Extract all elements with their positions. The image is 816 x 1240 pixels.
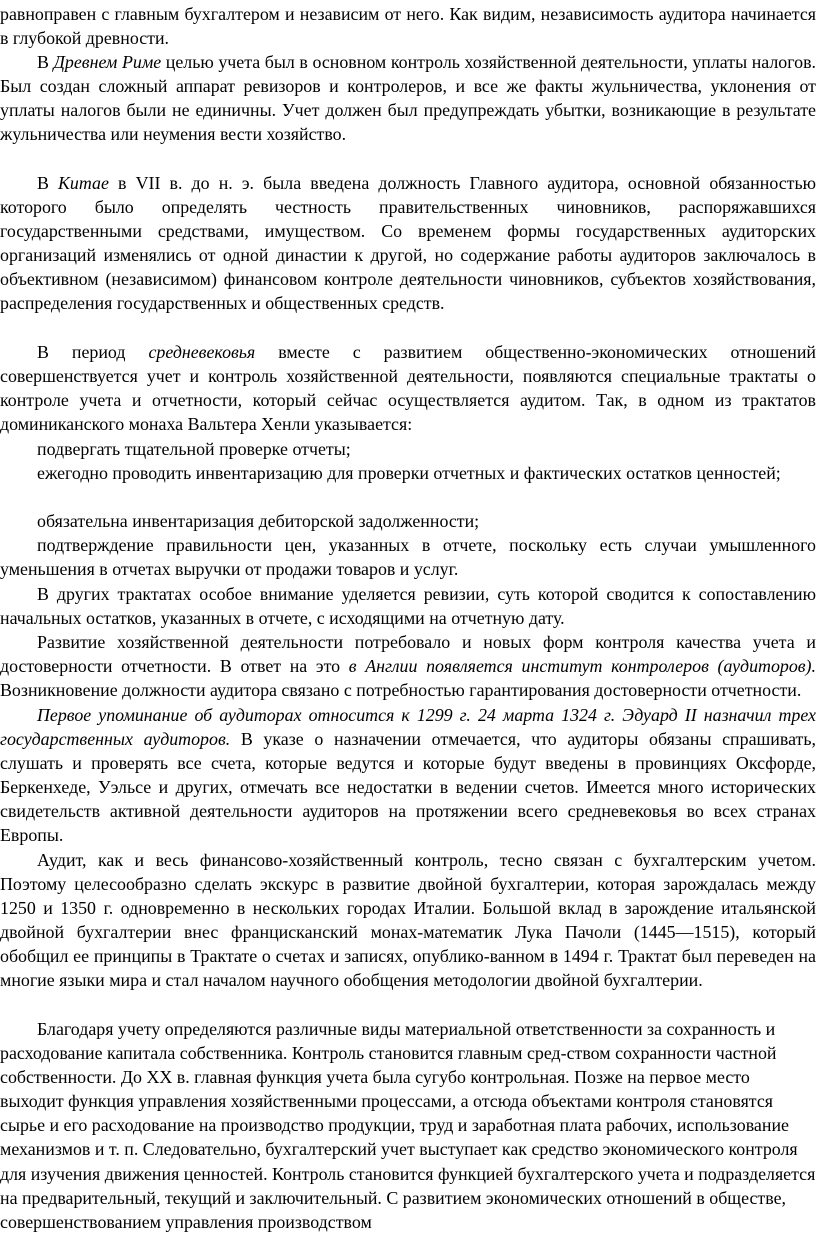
paragraph-china — [0, 171, 816, 316]
emphasis-england: в Англии появляется институт контролеров (аудиторов). — [348, 656, 816, 677]
list-item-check-reports: подвергать тщательной проверке отчеты; — [37, 439, 351, 459]
paragraph-control-function: Благодаря учету определяются различные виды материальной ответственности за сохранность и расходование капитала собственника. Контроль становится главным сред-ством сохранности частной собственности. До XX в. главная функция учета была сугубо контрольная. Позже на первое место выходит функция управления хозяйственными процессами, а отсюда объектами контроля становятся сырье и его расходование на производство продукции, труд и заработная плата рабочих, использование механизмов и т. п. Следовательно, бухгалтерский учет выступает как средство экономического контроля для изучения движения ценностей. Контроль становится функцией бухгалтерского учета и подразделяется на предварительный, текущий и заключительный. С развитием экономических отношений в обществе, совершенствованием управления производством — [0, 1019, 816, 1232]
paragraph-lead: В — [37, 52, 54, 72]
list-item-receivables-inventory: обязательна инвентаризация дебиторской задолженности; — [37, 511, 480, 531]
list-item-annual-inventory: ежегодно проводить инвентаризацию для проверки отчетных и фактических остатков ценностей; — [37, 463, 781, 483]
paragraph-rest: вместе с развитием общественно-экономических отношений совершенствуется учет и контроль хозяйственной деятельности, появляются специальные трактаты о контроле учета и отчетности, который сейчас осуществляется аудитом. Так, в одном из трактатов доминиканского монаха Вальтера Хенли указывается: — [0, 342, 816, 435]
paragraph-middle-ages — [0, 340, 816, 436]
paragraph-rest: Возникновение должности аудитора связано с потребностью гарантирования достоверности отчетности. — [0, 680, 802, 701]
paragraph-first-mention — [0, 703, 816, 848]
emphasis-ancient-rome: Древнем Риме — [53, 52, 162, 72]
paragraph-rest: в VII в. до н. э. была введена должность Главного аудитора, основной обязанностью которого было определять честность правительственных чиновников, распоряжавшихся государственными средствами, имуществом. Со временем формы государственных аудиторских организаций изменялись от одной династии к другой, но содержание работы аудиторов заключалось в объективном (независимом) финансовом контроле деятельности чиновников, субъектов хозяйствования, распределения государственных и общественных средств. — [0, 173, 816, 314]
paragraph-ancient-rome — [0, 50, 816, 146]
emphasis-china: Китае — [58, 173, 109, 193]
paragraph-england — [0, 630, 816, 702]
paragraph-lead: Развитие хозяйственной деятельности потребовало и новых форм контроля качества учета и достоверности отчетности. В ответ на это — [0, 632, 816, 677]
paragraph-independence: равноправен с главным бухгалтером и независим от него. Как видим, независимость аудитора начинается в глубокой древности. — [0, 4, 816, 49]
emphasis-middle-ages: средневековья — [148, 342, 256, 362]
paragraph-other-treatises: В других трактатах особое внимание уделяется ревизии, суть которой сводится к сопоставлению начальных остатков, указанных в отчете, с исходящими на отчетную дату. — [0, 584, 816, 629]
paragraph-rest: В указе о назначении отмечается, что аудиторы обязаны спрашивать, слушать и проверять все счета, которые ведутся и которые будут введены в провинциях Оксфорде, Беркенхеде, Уэльсе и других, отмечать все недостатки в ведении счетов. Имеется много исторических свидетельств активной деятельности аудиторов на протяжении всего средневековья во всех странах Европы. — [0, 729, 816, 846]
paragraph-rest: целью учета был в основном контроль хозяйственной деятельности, уплаты налогов. Был создан сложный аппарат ревизоров и контролеров, и все же факты жульничества, уклонения от уплаты налогов были не единичны. Учет должен был предупреждать убытки, возникающие в результате жульничества или неумения вести хозяйство. — [0, 52, 816, 145]
paragraph-double-entry: Аудит, как и весь финансово-хозяйственный контроль, тесно связан с бухгалтерским учетом. Поэтому целесообразно сделать экскурс в развитие двойной бухгалтерии, которая зарождалась между 1250 и 1350 г. одновременно в нескольких городах Италии. Большой вклад в зарождение итальянской двойной бухгалтерии внес францисканский монах-математик Лука Пачоли (1445—1515), который обобщил ее принципы в Трактате о счетах и записях, опублико-ванном в 1494 г. Трактат был переведен на многие языки мира и стал началом научного обобщения методологии двойной бухгалтерии. — [0, 850, 816, 991]
paragraph-lead: В период — [37, 342, 149, 362]
emphasis-first-mention: Первое упоминание об аудиторах относится к 1299 г. 24 марта 1324 г. Эдуард II назначил трех государственных аудиторов. — [0, 705, 816, 750]
paragraph-lead: В — [37, 173, 59, 193]
list-item-price-confirmation: подтверждение правильности цен, указанных в отчете, поскольку есть случаи умышленного уменьшения в отчетах выручки от продажи товаров и услуг. — [0, 535, 816, 580]
